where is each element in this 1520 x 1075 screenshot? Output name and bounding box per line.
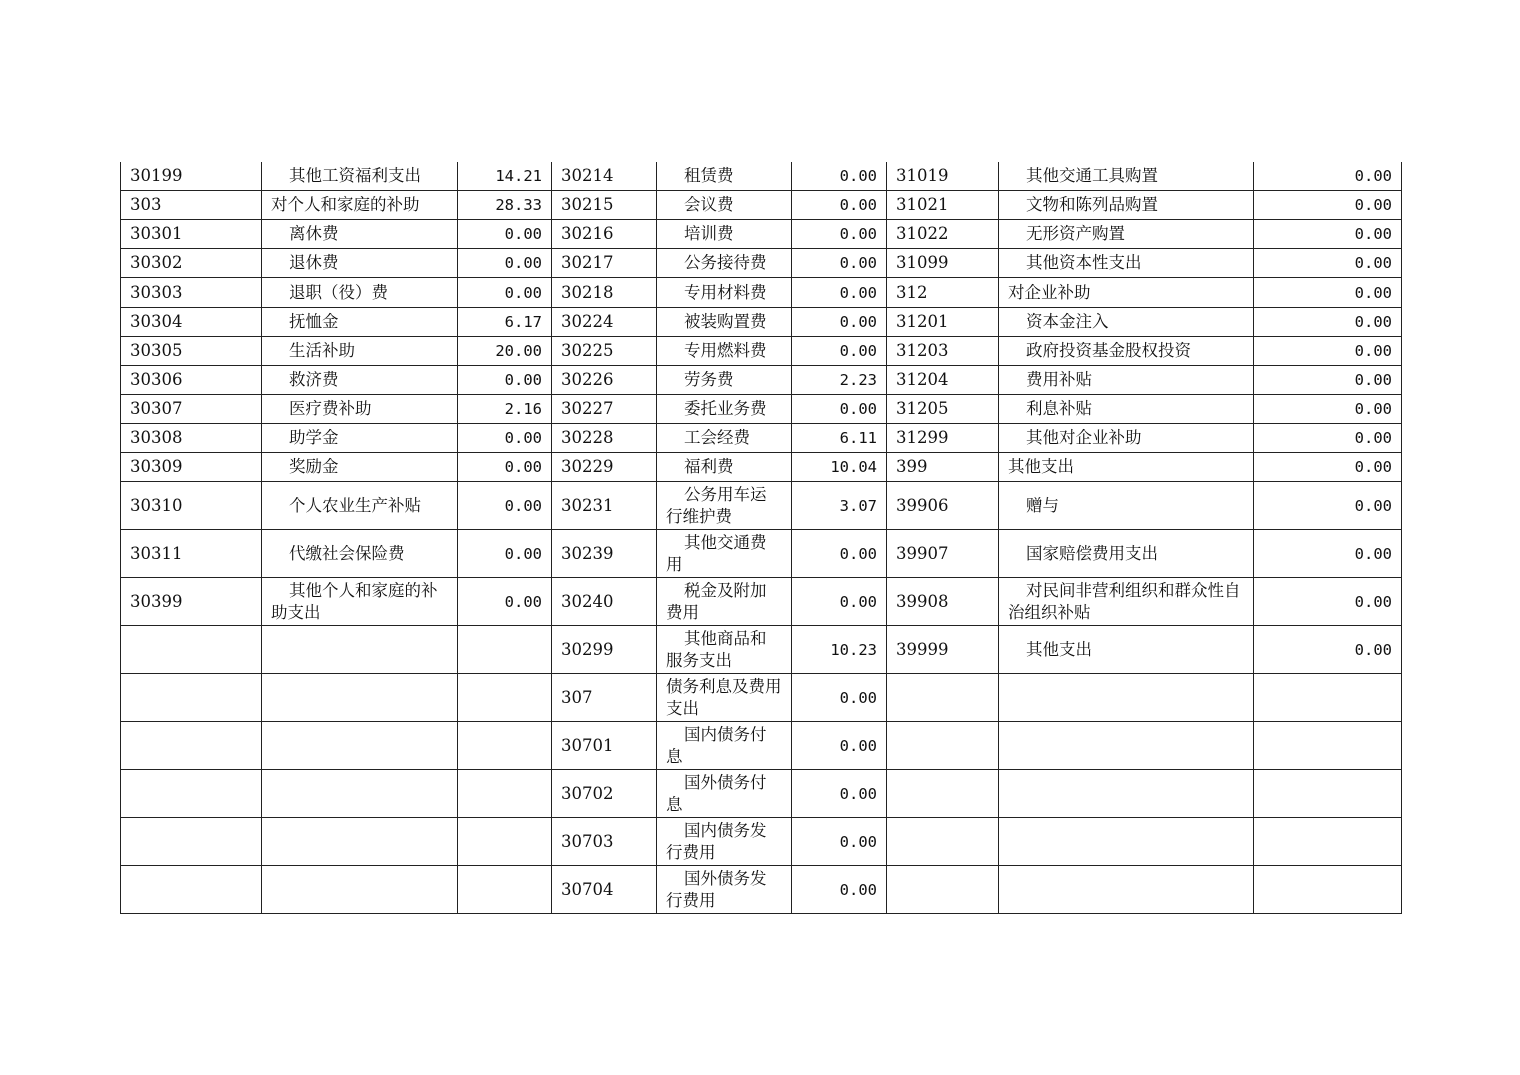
code-cell: [887, 818, 999, 866]
item-name-cell: 国外债务发行费用: [657, 866, 792, 914]
amount-cell: 0.00: [1254, 308, 1402, 337]
code-cell: 31201: [887, 308, 999, 337]
item-name-cell: [999, 674, 1254, 722]
item-name-cell: 其他资本性支出: [999, 249, 1254, 278]
code-cell: 30224: [552, 308, 657, 337]
amount-cell: 0.00: [1254, 278, 1402, 308]
code-cell: 30702: [552, 770, 657, 818]
amount-cell: 3.07: [792, 482, 887, 530]
code-cell: 307: [552, 674, 657, 722]
amount-cell: 0.00: [792, 162, 887, 191]
code-cell: 30214: [552, 162, 657, 191]
amount-cell: 2.23: [792, 366, 887, 395]
code-cell: 30308: [121, 424, 262, 453]
item-name-cell: 退职（役）费: [262, 278, 458, 308]
amount-cell: 0.00: [792, 278, 887, 308]
code-cell: [121, 770, 262, 818]
code-cell: 31299: [887, 424, 999, 453]
amount-cell: [1254, 674, 1402, 722]
table-row: [121, 249, 1402, 278]
amount-cell: 0.00: [1254, 395, 1402, 424]
item-name-cell: 利息补贴: [999, 395, 1254, 424]
amount-cell: [458, 866, 552, 914]
amount-cell: 0.00: [792, 249, 887, 278]
item-name-cell: 医疗费补助: [262, 395, 458, 424]
amount-cell: 0.00: [792, 722, 887, 770]
item-name-cell: [999, 866, 1254, 914]
item-name-cell: 其他支出: [999, 626, 1254, 674]
amount-cell: 0.00: [1254, 162, 1402, 191]
code-cell: 39907: [887, 530, 999, 578]
item-name-cell: 政府投资基金股权投资: [999, 337, 1254, 366]
amount-cell: 0.00: [1254, 453, 1402, 482]
table-row: [121, 626, 1402, 674]
table-row: [121, 395, 1402, 424]
item-name-cell: 退休费: [262, 249, 458, 278]
amount-cell: 0.00: [458, 366, 552, 395]
item-name-cell: 会议费: [657, 191, 792, 220]
item-name-cell: 救济费: [262, 366, 458, 395]
item-name-cell: 其他支出: [999, 453, 1254, 482]
table-row: [121, 482, 1402, 530]
table-row: [121, 818, 1402, 866]
item-name-cell: 对民间非营利组织和群众性自治组织补贴: [999, 578, 1254, 626]
table-row: [121, 453, 1402, 482]
amount-cell: 0.00: [792, 395, 887, 424]
item-name-cell: [262, 818, 458, 866]
item-name-cell: [999, 722, 1254, 770]
code-cell: 30199: [121, 162, 262, 191]
code-cell: [121, 866, 262, 914]
item-name-cell: [262, 674, 458, 722]
item-name-cell: 其他工资福利支出: [262, 162, 458, 191]
code-cell: [887, 674, 999, 722]
table-row: [121, 191, 1402, 220]
table-row: [121, 530, 1402, 578]
item-name-cell: 被装购置费: [657, 308, 792, 337]
amount-cell: [458, 674, 552, 722]
amount-cell: [1254, 818, 1402, 866]
amount-cell: 0.00: [1254, 337, 1402, 366]
amount-cell: 0.00: [458, 220, 552, 249]
code-cell: 30305: [121, 337, 262, 366]
item-name-cell: 其他交通工具购置: [999, 162, 1254, 191]
item-name-cell: 助学金: [262, 424, 458, 453]
amount-cell: 14.21: [458, 162, 552, 191]
amount-cell: 28.33: [458, 191, 552, 220]
code-cell: 39999: [887, 626, 999, 674]
table-row: [121, 722, 1402, 770]
item-name-cell: 公务接待费: [657, 249, 792, 278]
code-cell: 31019: [887, 162, 999, 191]
code-cell: 39906: [887, 482, 999, 530]
code-cell: [121, 674, 262, 722]
amount-cell: 0.00: [792, 337, 887, 366]
item-name-cell: 对个人和家庭的补助: [262, 191, 458, 220]
item-name-cell: 代缴社会保险费: [262, 530, 458, 578]
amount-cell: [458, 626, 552, 674]
item-name-cell: 离休费: [262, 220, 458, 249]
item-name-cell: 对企业补助: [999, 278, 1254, 308]
item-name-cell: [262, 770, 458, 818]
table-row: [121, 308, 1402, 337]
amount-cell: 0.00: [1254, 220, 1402, 249]
item-name-cell: 资本金注入: [999, 308, 1254, 337]
code-cell: 31099: [887, 249, 999, 278]
amount-cell: 20.00: [458, 337, 552, 366]
item-name-cell: 国内债务付息: [657, 722, 792, 770]
item-name-cell: 国家赔偿费用支出: [999, 530, 1254, 578]
item-name-cell: [262, 722, 458, 770]
code-cell: 30231: [552, 482, 657, 530]
item-name-cell: [999, 818, 1254, 866]
code-cell: 30229: [552, 453, 657, 482]
item-name-cell: 租赁费: [657, 162, 792, 191]
expenditure-table: [120, 162, 1402, 914]
code-cell: 30226: [552, 366, 657, 395]
item-name-cell: 公务用车运行维护费: [657, 482, 792, 530]
item-name-cell: 福利费: [657, 453, 792, 482]
code-cell: 399: [887, 453, 999, 482]
code-cell: 31205: [887, 395, 999, 424]
item-name-cell: 其他交通费用: [657, 530, 792, 578]
code-cell: 30240: [552, 578, 657, 626]
table-row: [121, 337, 1402, 366]
item-name-cell: [999, 770, 1254, 818]
amount-cell: 0.00: [792, 578, 887, 626]
item-name-cell: 抚恤金: [262, 308, 458, 337]
code-cell: 30306: [121, 366, 262, 395]
amount-cell: 0.00: [792, 220, 887, 249]
code-cell: 31204: [887, 366, 999, 395]
table-row: [121, 866, 1402, 914]
code-cell: 30228: [552, 424, 657, 453]
code-cell: 30701: [552, 722, 657, 770]
code-cell: 312: [887, 278, 999, 308]
item-name-cell: 国外债务付息: [657, 770, 792, 818]
amount-cell: 6.17: [458, 308, 552, 337]
code-cell: [121, 818, 262, 866]
amount-cell: 0.00: [1254, 249, 1402, 278]
amount-cell: 0.00: [458, 453, 552, 482]
amount-cell: 0.00: [792, 308, 887, 337]
code-cell: 30218: [552, 278, 657, 308]
code-cell: 30215: [552, 191, 657, 220]
item-name-cell: 国内债务发行费用: [657, 818, 792, 866]
item-name-cell: 专用材料费: [657, 278, 792, 308]
amount-cell: 0.00: [792, 818, 887, 866]
amount-cell: 10.04: [792, 453, 887, 482]
amount-cell: 0.00: [458, 424, 552, 453]
amount-cell: 0.00: [792, 674, 887, 722]
amount-cell: 0.00: [458, 249, 552, 278]
item-name-cell: [262, 866, 458, 914]
amount-cell: 0.00: [458, 482, 552, 530]
amount-cell: 0.00: [1254, 482, 1402, 530]
item-name-cell: 工会经费: [657, 424, 792, 453]
item-name-cell: 培训费: [657, 220, 792, 249]
item-name-cell: 其他个人和家庭的补助支出: [262, 578, 458, 626]
amount-cell: [458, 722, 552, 770]
amount-cell: 0.00: [1254, 191, 1402, 220]
amount-cell: [458, 770, 552, 818]
table-row: [121, 424, 1402, 453]
code-cell: 30227: [552, 395, 657, 424]
code-cell: 30303: [121, 278, 262, 308]
item-name-cell: [262, 626, 458, 674]
item-name-cell: 债务利息及费用支出: [657, 674, 792, 722]
amount-cell: [1254, 722, 1402, 770]
amount-cell: 0.00: [458, 530, 552, 578]
table-row: [121, 674, 1402, 722]
code-cell: 31203: [887, 337, 999, 366]
amount-cell: 10.23: [792, 626, 887, 674]
item-name-cell: 其他商品和服务支出: [657, 626, 792, 674]
code-cell: [887, 770, 999, 818]
code-cell: 30704: [552, 866, 657, 914]
table-row: [121, 278, 1402, 308]
amount-cell: 0.00: [792, 866, 887, 914]
code-cell: 30309: [121, 453, 262, 482]
code-cell: 31022: [887, 220, 999, 249]
amount-cell: 0.00: [458, 578, 552, 626]
amount-cell: 0.00: [1254, 578, 1402, 626]
item-name-cell: 个人农业生产补贴: [262, 482, 458, 530]
code-cell: 30301: [121, 220, 262, 249]
amount-cell: 0.00: [458, 278, 552, 308]
amount-cell: 0.00: [1254, 530, 1402, 578]
code-cell: 30302: [121, 249, 262, 278]
item-name-cell: 专用燃料费: [657, 337, 792, 366]
code-cell: 30307: [121, 395, 262, 424]
amount-cell: 2.16: [458, 395, 552, 424]
amount-cell: [1254, 866, 1402, 914]
code-cell: 30304: [121, 308, 262, 337]
code-cell: 30239: [552, 530, 657, 578]
code-cell: [887, 722, 999, 770]
code-cell: 30310: [121, 482, 262, 530]
code-cell: 30311: [121, 530, 262, 578]
amount-cell: 6.11: [792, 424, 887, 453]
item-name-cell: 奖励金: [262, 453, 458, 482]
code-cell: 31021: [887, 191, 999, 220]
code-cell: [887, 866, 999, 914]
amount-cell: 0.00: [1254, 626, 1402, 674]
code-cell: 303: [121, 191, 262, 220]
code-cell: 30299: [552, 626, 657, 674]
item-name-cell: 其他对企业补助: [999, 424, 1254, 453]
item-name-cell: 委托业务费: [657, 395, 792, 424]
code-cell: 30216: [552, 220, 657, 249]
amount-cell: [1254, 770, 1402, 818]
code-cell: 30703: [552, 818, 657, 866]
amount-cell: 0.00: [792, 191, 887, 220]
item-name-cell: 无形资产购置: [999, 220, 1254, 249]
item-name-cell: 税金及附加费用: [657, 578, 792, 626]
table-row: [121, 220, 1402, 249]
code-cell: 39908: [887, 578, 999, 626]
table-row: [121, 578, 1402, 626]
amount-cell: 0.00: [792, 770, 887, 818]
amount-cell: [458, 818, 552, 866]
item-name-cell: 劳务费: [657, 366, 792, 395]
item-name-cell: 文物和陈列品购置: [999, 191, 1254, 220]
table-row: [121, 366, 1402, 395]
code-cell: 30217: [552, 249, 657, 278]
amount-cell: 0.00: [1254, 366, 1402, 395]
amount-cell: 0.00: [792, 530, 887, 578]
item-name-cell: 赠与: [999, 482, 1254, 530]
item-name-cell: 生活补助: [262, 337, 458, 366]
amount-cell: 0.00: [1254, 424, 1402, 453]
table-row: [121, 770, 1402, 818]
code-cell: 30399: [121, 578, 262, 626]
item-name-cell: 费用补贴: [999, 366, 1254, 395]
code-cell: 30225: [552, 337, 657, 366]
code-cell: [121, 722, 262, 770]
code-cell: [121, 626, 262, 674]
table-row: [121, 162, 1402, 191]
